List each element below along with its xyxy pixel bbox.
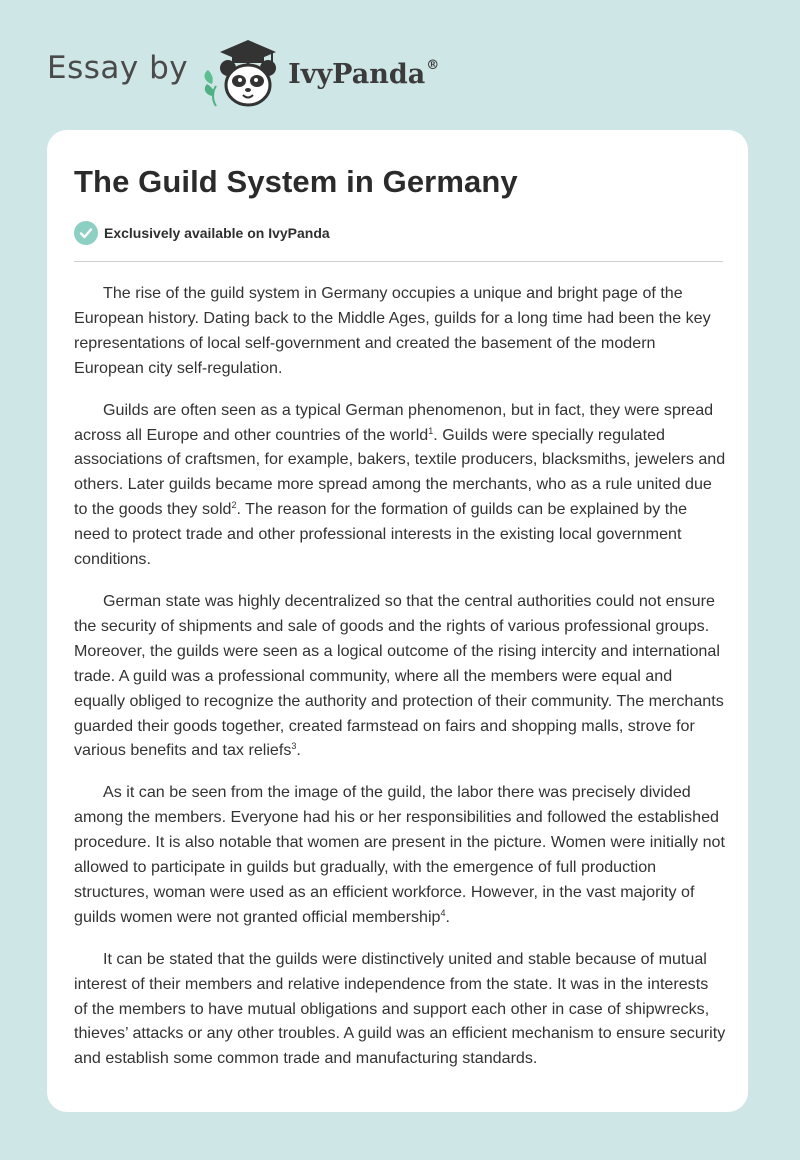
paragraph-1	[74, 281, 726, 381]
paragraph-3	[74, 589, 726, 763]
paragraph-5	[74, 947, 726, 1072]
paragraph-4	[74, 780, 726, 929]
paragraph-text: It can be stated that the guilds were distinctively united and stable because of mutual interest of their members and relative independence from the state. It was in the interests of the members to have mutual obligations and support each other in case of shipwrecks, thieves’ attacks or any other troubles. A guild was an efficient mechanism to ensure security and establish some common trade and manufacturing standards.	[74, 949, 726, 1068]
essay-card	[47, 130, 748, 1112]
paragraph-text: Guilds are often seen as a typical German phenomenon, but in fact, they were spread across all Europe and other countries of the world	[74, 400, 714, 444]
paragraph-text: .	[445, 907, 450, 926]
exclusive-badge-label: Exclusively available on IvyPanda	[104, 225, 330, 241]
footnote-ref-2[interactable]: 2	[231, 500, 237, 511]
paragraph-text: As it can be seen from the image of the guild, the labor there was precisely divided among the members. Everyone had his or her responsibilities and followed the established procedure. It is also notable that women are present in the picture. Women were initially not allowed to participate in guilds but gradually, with the emergence of full production structures, woman were used as an efficient workforce. However, in the vast majority of guilds women were not granted official membership	[74, 783, 725, 926]
paragraph-text: .	[296, 741, 301, 760]
paragraph-2	[74, 398, 726, 572]
site-header	[47, 34, 439, 110]
paragraph-text: . The reason for the formation of guilds can be explained by the need to protect trade and other professional interests in the existing local government conditions.	[74, 500, 688, 569]
brand-name[interactable]	[288, 58, 439, 90]
essay-title: The Guild System in Germany	[74, 164, 518, 199]
paragraph-text: . Guilds were specially regulated associations of craftsmen, for example, bakers, textile producers, blacksmiths, jewelers and others. Later guilds became more spread among the merchants, who as a rule united due to the goods they sold	[74, 425, 726, 519]
check-circle-icon	[74, 221, 98, 245]
footnote-ref-1[interactable]: 1	[428, 425, 434, 436]
footnote-ref-3[interactable]: 3	[291, 741, 297, 752]
paragraph-text: The rise of the guild system in Germany occupies a unique and bright page of the European history. Dating back to the Middle Ages, guilds for a long time had been the key representations of local self-government and created the basement of the modern European city self-regulation.	[74, 284, 711, 377]
title-divider	[74, 261, 723, 262]
essay-body	[74, 281, 726, 1088]
registered-mark: ®	[426, 58, 440, 73]
footnote-ref-4[interactable]: 4	[440, 907, 446, 918]
exclusive-badge	[74, 221, 330, 245]
panda-logo-icon[interactable]	[198, 34, 288, 110]
brand-text: IvyPanda	[288, 59, 426, 90]
essay-by-label: Essay by	[47, 50, 189, 86]
paragraph-text: German state was highly decentralized so that the central authorities could not ensure the security of shipments and sale of goods and the rights of various professional groups. Moreover, the guilds were seen as a logical outcome of the rising intercity and international trade. A guild was a professional community, where all the members were equal and equally obliged to recognize the authority and protection of their community. The merchants guarded their goods together, created farmstead on fairs and shopping malls, strove for various benefits and tax reliefs	[74, 591, 724, 760]
